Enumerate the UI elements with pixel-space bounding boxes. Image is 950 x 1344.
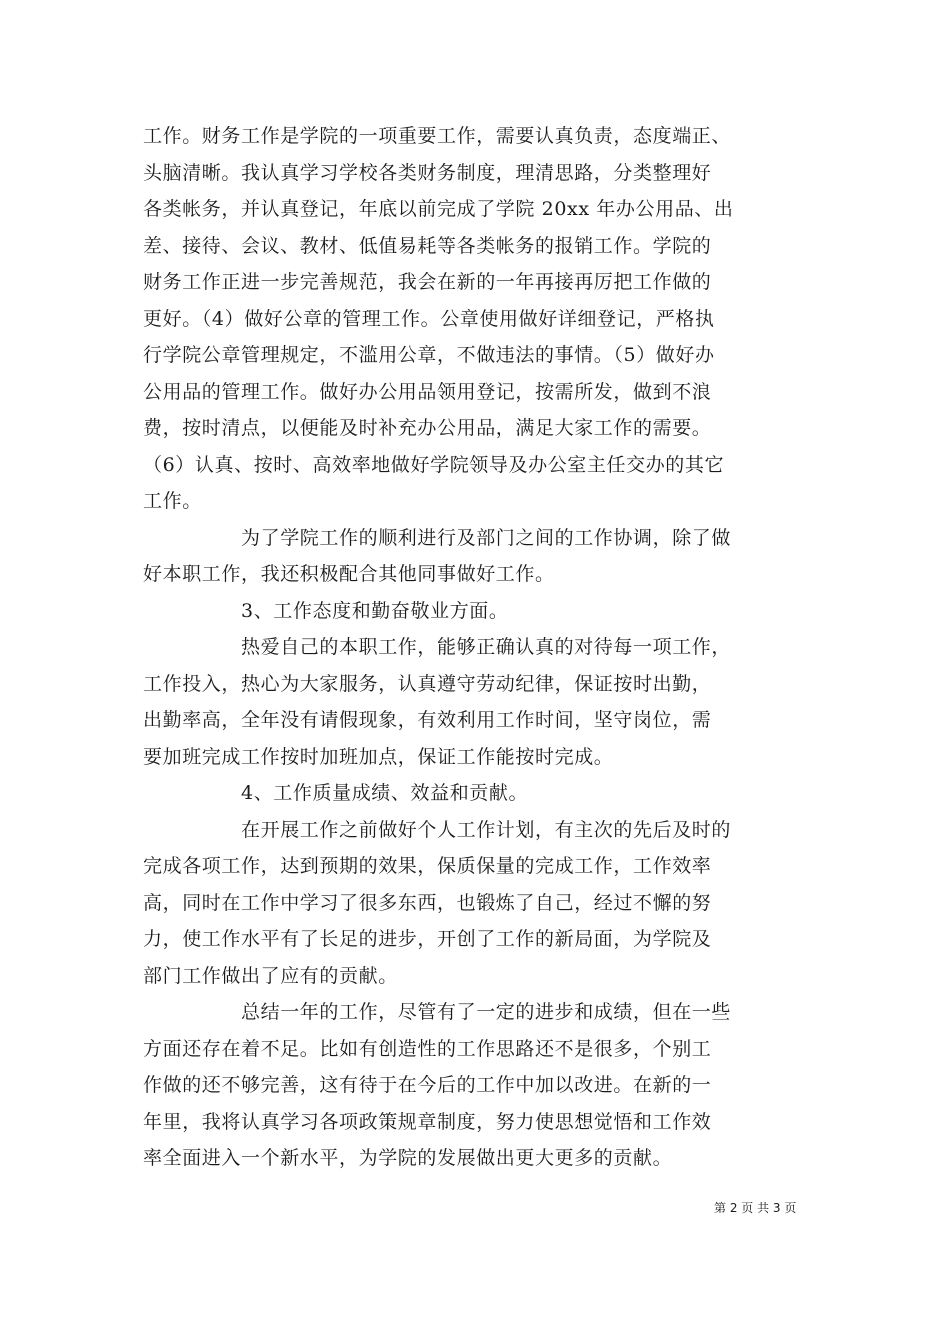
text-line: 公用品的管理工作。做好办公用品领用登记，按需所发，做到不浪 [143,380,712,403]
text-line: 财务工作正进一步完善规范，我会在新的一年再接再厉把工作做的 [143,271,712,293]
text-line: 更好。（4）做好公章的管理工作。公章使用做好详细登记，严格执 [143,307,715,330]
paragraph-first-line: 热爱自己的本职工作，能够正确认真的对待每一项工作， [241,636,732,658]
text-line: 工作。财务工作是学院的一项重要工作，需要认真负责，态度端正、 [143,125,732,147]
text-line: 好本职工作，我还积极配合其他同事做好工作。 [143,563,555,585]
section-heading: 3、工作态度和勤奋敬业方面。 [241,599,509,622]
text-line: 头脑清晰。我认真学习学校各类财务制度，理清思路，分类整理好 [143,161,712,184]
text-line: 要加班完成工作按时加班加点，保证工作能按时完成。 [143,745,614,768]
text-line: 作做的还不够完善，这有待于在今后的工作中加以改进。在新的一 [143,1074,712,1096]
text-line: 工作。 [143,490,202,512]
paragraph-first-line: 总结一年的工作，尽管有了一定的进步和成绩，但在一些 [241,1001,732,1023]
text-line: 年里，我将认真学习各项政策规章制度，努力使思想觉悟和工作效 [143,1110,712,1133]
paragraph-first-line: 在开展工作之前做好个人工作计划，有主次的先后及时的 [241,818,732,841]
document-body [143,118,809,1177]
text-line: 各类帐务，并认真登记，年底以前完成了学院 20xx 年办公用品、出 [143,198,734,220]
page-number: 第 2 页 共 3 页 [714,1201,797,1215]
section-heading: 4、工作质量成绩、效益和贡献。 [241,782,529,804]
text-line: 方面还存在着不足。比如有创造性的工作思路还不是很多，个别工 [143,1037,712,1060]
text-line: 完成各项工作，达到预期的效果，保质保量的完成工作，工作效率 [143,855,712,877]
text-line: （6）认真、按时、高效率地做好学院领导及办公室主任交办的其它 [143,453,725,476]
text-line: 率全面进入一个新水平，为学院的发展做出更大更多的贡献。 [143,1147,673,1169]
text-line: 力，使工作水平有了长足的进步，开创了工作的新局面，为学院及 [143,928,712,950]
paragraph-first-line: 为了学院工作的顺利进行及部门之间的工作协调，除了做 [241,526,732,549]
text-line: 部门工作做出了应有的贡献。 [143,964,398,987]
text-line: 差、接待、会议、教材、低值易耗等各类帐务的报销工作。学院的 [143,234,712,257]
text-line: 工作投入，热心为大家服务，认真遵守劳动纪律，保证按时出勤， [143,672,712,695]
text-line: 费，按时清点，以便能及时补充办公用品，满足大家工作的需要。 [143,417,712,439]
text-line: 高，同时在工作中学习了很多东西，也锻炼了自己，经过不懈的努 [143,891,712,914]
text-line: 出勤率高，全年没有请假现象，有效利用工作时间，坚守岗位，需 [143,709,712,731]
text-line: 行学院公章管理规定，不滥用公章，不做违法的事情。（5）做好办 [143,344,715,366]
